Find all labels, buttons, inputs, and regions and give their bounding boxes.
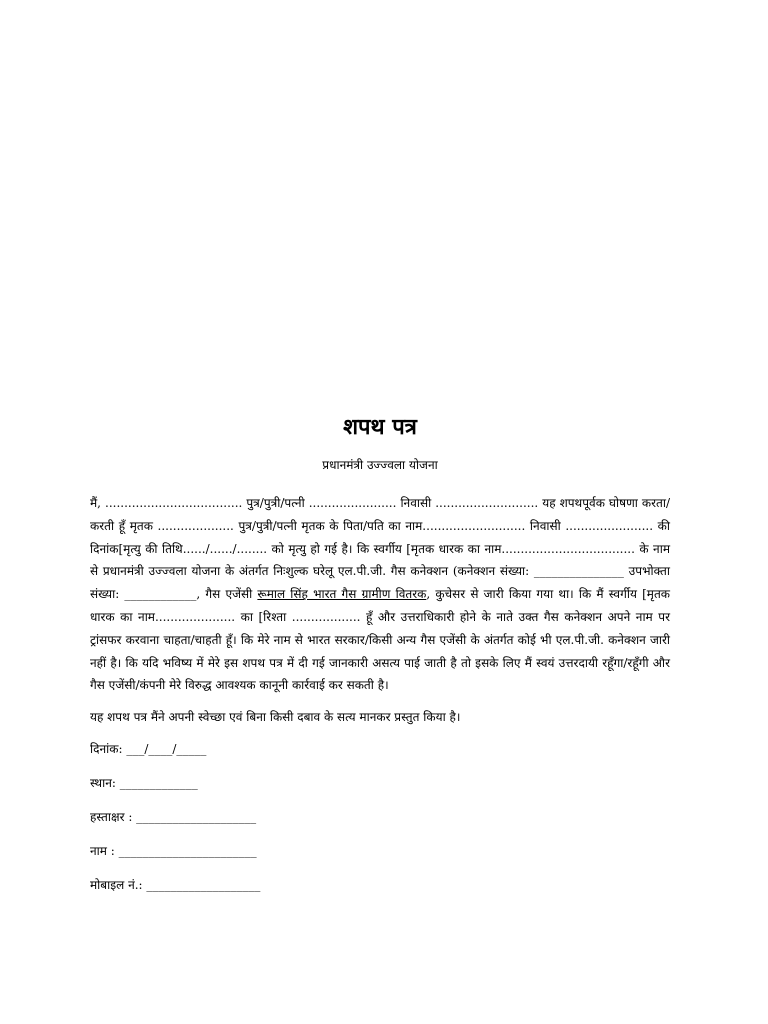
- mobile-field: मोबाइल नं.: ___________________: [90, 878, 261, 893]
- affidavit-body: [90, 492, 670, 697]
- name-field: नाम : _______________________: [90, 844, 257, 859]
- document-title: शपथ पत्र: [343, 414, 417, 440]
- signature-field: हस्ताक्षर : ____________________: [90, 810, 257, 825]
- affidavit-document: [90, 412, 670, 909]
- gas-agency-name: रूमाल सिंह भारत गैस ग्रामीण वितरक: [257, 587, 427, 602]
- document-subtitle: प्रधानमंत्री उज्ज्वला योजना: [322, 458, 438, 472]
- place-field: स्थान: _____________: [90, 776, 198, 791]
- body-text-part2: , कुचेसर से जारी किया गया था। कि मैं स्वर्गीय [मृतक धारक का नाम..................... का [रिश्ता .................. हूँ और उत्तराधिकारी होने के नाते उक्त गैस कनेक्शन अपने नाम पर ट्रांसफर करवाना चाहता/चाहती हूँ। कि मेरे नाम से भारत सरकार/किसी अन्य गैस एजेंसी के अंतर्गत कोई भी एल.पी.जी. कनेक्शन जारी नहीं है। कि यदि भविष्य में मेरे इस शपथ पत्र में दी गई जानकारी असत्य पाई जाती है तो इसके लिए मैं स्वयं उत्तरदायी रहूँगा/रहूँगी और गैस एजेंसी/कंपनी मेरे विरुद्ध आवश्यक कानूनी कार्रवाई कर सकती है।: [90, 587, 671, 693]
- body-text-part1: मैं, .................................... पुत्र/पुत्री/पत्नी ....................... निवासी ........................... यह शपथपूर्वक घोषणा करता/करती हूँ मृतक .................... पुत्र/पुत्री/पत्नी मृतक के पिता/पति का नाम........................... निवासी ....................... की दिनांक[मृत्यु की तिथि....../....../........ को मृत्यु हो गई है। कि स्वर्गीय [मृतक धारक का नाम................................... के नाम से प्रधानमंत्री उज्ज्वला योजना के अंतर्गत निःशुल्क घरेलू एल.पी.जी. गैस कनेक्शन (कनेक्शन संख्या: _______________ उपभोक्ता संख्या: ____________, गैस एजेंसी: [90, 496, 670, 602]
- declaration-text: यह शपथ पत्र मैंने अपनी स्वेच्छा एवं बिना किसी दबाव के सत्य मानकर प्रस्तुत किया है।: [90, 710, 461, 725]
- date-field: दिनांक: ___/____/_____: [90, 742, 207, 757]
